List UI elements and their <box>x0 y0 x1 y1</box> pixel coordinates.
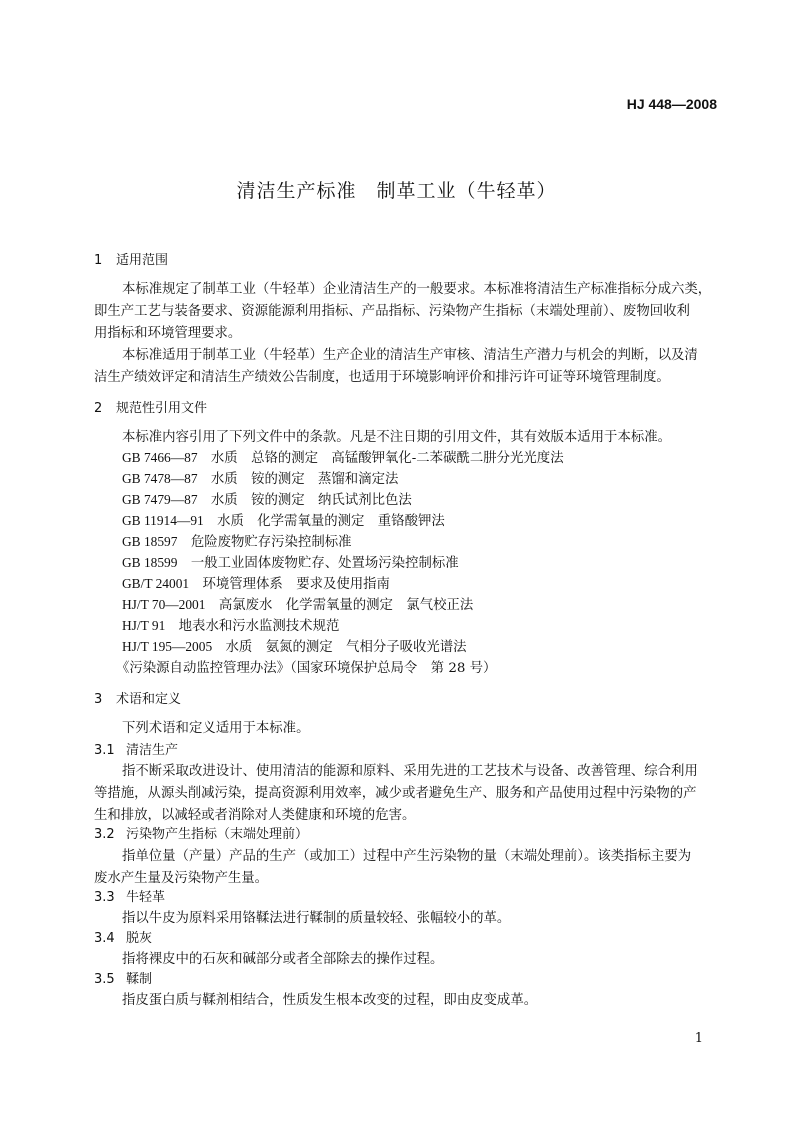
term-title: 污染物产生指标（末端处理前） <box>126 827 309 842</box>
reference-item <box>122 573 390 592</box>
document-title: 清洁生产标准 制革工业（牛轻革） <box>236 180 557 202</box>
reference-item <box>122 594 473 613</box>
term-definition-line: 指单位量（产量）产品的生产（或加工）过程中产生污染物的量（末端处理前）。该类指标主要为 <box>122 849 692 864</box>
reference-item <box>122 615 339 634</box>
reference-item <box>122 447 564 466</box>
term-heading <box>94 823 308 842</box>
section-1-heading <box>94 249 168 268</box>
reference-item <box>122 552 459 571</box>
reference-title: 一般工业固体废物贮存、处置场污染控制标准 <box>190 556 459 571</box>
term-definition-line: 指将裸皮中的石灰和碱部分或者全部除去的操作过程。 <box>122 952 444 967</box>
reference-code: HJ/T 195—2005 <box>122 639 213 654</box>
section-number: 3 <box>94 692 103 707</box>
reference-title: 水质 化学需氧量的测定 重铬酸钾法 <box>217 514 445 529</box>
section-intro: 下列术语和定义适用于本标准。 <box>122 721 310 736</box>
reference-item <box>122 468 398 487</box>
reference-code: HJ/T 91 <box>122 618 166 633</box>
reference-title: 水质 氨氮的测定 气相分子吸收光谱法 <box>225 640 467 655</box>
paragraph-line: 本标准规定了制革工业（牛轻革）企业清洁生产的一般要求。本标准将清洁生产标准指标分成六类， <box>122 282 712 297</box>
paragraph-line: 即生产工艺与装备要求、资源能源利用指标、产品指标、污染物产生指标（末端处理前）、废物回收利 <box>94 304 690 319</box>
paragraph-line: 本标准适用于制革工业（牛轻革）生产企业的清洁生产审核、清洁生产潜力与机会的判断，以及清 <box>122 348 698 363</box>
reference-title: 地表水和污水监测技术规范 <box>178 619 340 634</box>
section-title: 适用范围 <box>116 253 169 268</box>
term-heading <box>94 968 152 987</box>
reference-item <box>122 636 467 655</box>
term-title: 鞣制 <box>126 972 153 987</box>
term-heading <box>94 739 178 758</box>
section-title: 规范性引用文件 <box>116 401 208 416</box>
reference-title: 高氯废水 化学需氧量的测定 氯气校正法 <box>218 598 474 613</box>
reference-code: GB 7478—87 <box>122 471 198 486</box>
term-number: 3.3 <box>94 890 115 905</box>
section-intro: 本标准内容引用了下列文件中的条款。凡是不注日期的引用文件，其有效版本适用于本标准。 <box>122 430 672 445</box>
reference-title: 水质 铵的测定 蒸馏和滴定法 <box>210 472 399 487</box>
paragraph-line: 洁生产绩效评定和清洁生产绩效公告制度，也适用于环境影响评价和排污许可证等环境管理制度。 <box>94 370 670 385</box>
reference-title: 环境管理体系 要求及使用指南 <box>202 577 390 592</box>
term-number: 3.2 <box>94 827 115 842</box>
reference-code: GB 11914—91 <box>122 513 204 528</box>
reference-code: HJ/T 70—2001 <box>122 597 206 612</box>
reference-title: 水质 铵的测定 纳氏试剂比色法 <box>210 493 412 508</box>
reference-item <box>122 489 412 508</box>
term-definition-line: 指不断采取改进设计、使用清洁的能源和原料、采用先进的工艺技术与设备、改善管理、综合利用 <box>122 764 698 779</box>
term-definition-line: 指皮蛋白质与鞣剂相结合，性质发生根本改变的过程，即由皮变成革。 <box>122 993 538 1008</box>
reference-item-regulation: 《污染源自动监控管理办法》（国家环境保护总局令 第 28 号） <box>116 661 497 676</box>
term-definition-line: 生和排放，以减轻或者消除对人类健康和环境的危害。 <box>94 808 416 823</box>
reference-title: 危险废物贮存污染控制标准 <box>190 535 352 550</box>
reference-code: GB 18599 <box>122 555 178 570</box>
term-title: 牛轻革 <box>126 890 166 905</box>
reference-title: 水质 总铬的测定 高锰酸钾氧化-二苯碳酰二肼分光光度法 <box>210 451 564 466</box>
reference-code: GB 7479—87 <box>122 492 198 507</box>
reference-item <box>122 531 352 550</box>
term-definition-line: 废水产生量及污染物产生量。 <box>94 871 269 886</box>
reference-code: GB 18597 <box>122 534 178 549</box>
section-number: 1 <box>94 253 103 268</box>
term-definition-line: 等措施，从源头削减污染，提高资源利用效率，减少或者避免生产、服务和产品使用过程中污染物的产 <box>94 786 697 801</box>
standard-code: HJ 448—2008 <box>626 96 717 112</box>
term-title: 清洁生产 <box>126 743 179 758</box>
term-title: 脱灰 <box>126 931 153 946</box>
term-definition-line: 指以牛皮为原料采用铬鞣法进行鞣制的质量较轻、张幅较小的革。 <box>122 911 511 926</box>
reference-code: GB/T 24001 <box>122 576 190 591</box>
section-2-heading <box>94 397 207 416</box>
reference-item <box>122 510 445 529</box>
paragraph-line: 用指标和环境管理要求。 <box>94 326 242 341</box>
section-3-heading <box>94 688 181 707</box>
section-number: 2 <box>94 401 103 416</box>
term-number: 3.1 <box>94 743 115 758</box>
page-number: 1 <box>694 1031 703 1046</box>
term-heading <box>94 886 165 905</box>
term-number: 3.5 <box>94 972 115 987</box>
reference-code: GB 7466—87 <box>122 450 198 465</box>
term-number: 3.4 <box>94 931 115 946</box>
term-heading <box>94 927 152 946</box>
section-title: 术语和定义 <box>116 692 182 707</box>
